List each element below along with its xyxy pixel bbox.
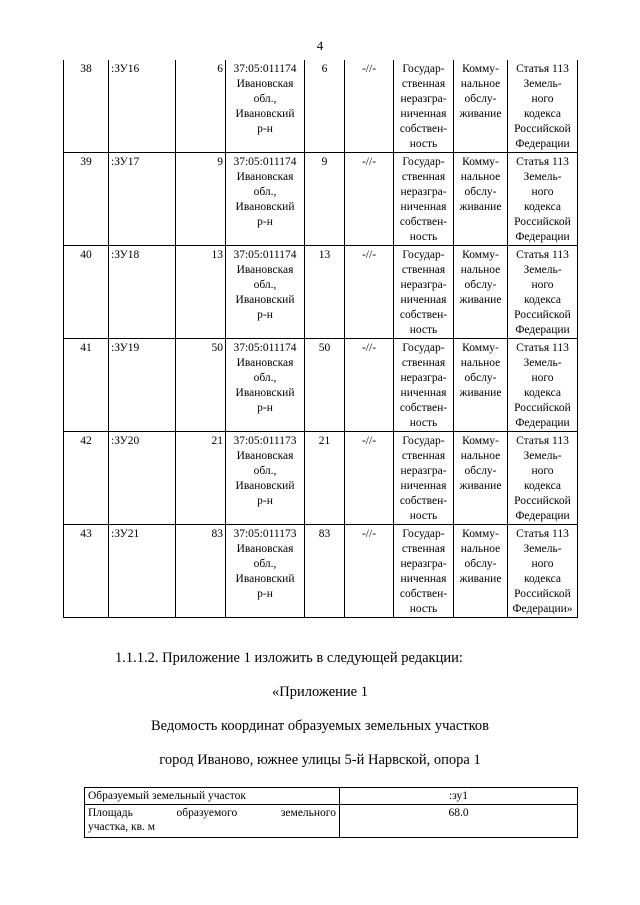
ownership-form-line: ственная [401, 450, 446, 462]
plot-designation: :ЗУ18 [109, 246, 176, 339]
legal-basis-line: Российской [514, 123, 571, 135]
plot-area: 50 [305, 339, 345, 432]
legal-basis-line: ного [531, 93, 554, 105]
cadastral-address-line: р-н [257, 588, 273, 600]
ownership-form-line: Государ- [402, 63, 445, 75]
ownership-form-line: неразгра- [400, 372, 447, 384]
cadastral-address-line: р-н [257, 402, 273, 414]
row-number: 43 [64, 525, 109, 618]
plot-area: 9 [305, 153, 345, 246]
permitted-use-line: Комму- [462, 249, 499, 261]
ownership-form-line: ственная [401, 78, 446, 90]
cadastral-address-line: р-н [257, 216, 273, 228]
legal-basis-line: Статья 113 [516, 435, 569, 447]
cadastral-address-line: Ивановская [236, 543, 294, 555]
table-row [64, 153, 578, 246]
plot-info-table [84, 787, 578, 838]
ownership-form [394, 525, 454, 618]
table-row [64, 60, 578, 153]
table-row [64, 246, 578, 339]
plot-row [85, 788, 578, 805]
plot-area: 83 [305, 525, 345, 618]
legal-basis [508, 339, 578, 432]
permitted-use [454, 60, 508, 153]
cadastral-address-line: 37:05:011173 [233, 435, 297, 447]
ownership-form-line: ственная [401, 357, 446, 369]
row-number: 39 [64, 153, 109, 246]
ownership-form-line: ниченная [400, 387, 447, 399]
paragraph-instruction: 1.1.1.2. Приложение 1 изложить в следующей редакции: [115, 650, 463, 666]
cadastral-address-line: обл., [253, 558, 277, 570]
permitted-use-line: нальное [460, 543, 501, 555]
cadastral-address-line: р-н [257, 123, 273, 135]
row-number: 41 [64, 339, 109, 432]
cadastral-address-line: обл., [253, 93, 277, 105]
legal-basis-line: Федерации» [512, 603, 573, 615]
ownership-form-line: неразгра- [400, 279, 447, 291]
cadastral-address-line: 37:05:011174 [233, 249, 297, 261]
area-value: 68.0 [340, 805, 578, 838]
legal-basis-line: Земель- [523, 450, 562, 462]
plot-point-count: 9 [176, 153, 226, 246]
legal-basis [508, 525, 578, 618]
legal-basis-line: Федерации [515, 138, 570, 150]
permitted-use [454, 525, 508, 618]
legal-basis-line: Российской [514, 309, 571, 321]
plot-designation: :ЗУ21 [109, 525, 176, 618]
legal-basis-line: кодекса [523, 480, 562, 492]
cadastral-address-line: Ивановская [236, 357, 294, 369]
legal-basis-line: Статья 113 [516, 528, 569, 540]
cadastral-address [226, 153, 305, 246]
cadastral-address-line: Ивановская [236, 450, 294, 462]
permitted-use [454, 246, 508, 339]
ownership-form-line: Государ- [402, 249, 445, 261]
area-row [85, 805, 578, 838]
legal-basis-line: Российской [514, 402, 571, 414]
ditto-mark: -//- [345, 525, 394, 618]
plot-designation: :ЗУ19 [109, 339, 176, 432]
cadastral-address-line: Ивановская [236, 78, 294, 90]
legal-basis-line: Земель- [523, 357, 562, 369]
permitted-use-line: обслу- [464, 186, 497, 198]
legal-basis-line: Российской [514, 495, 571, 507]
permitted-use-line: живание [459, 387, 502, 399]
permitted-use-line: нальное [460, 78, 501, 90]
permitted-use-line: Комму- [462, 342, 499, 354]
document-subtitle: Ведомость координат образуемых земельных участков [150, 718, 490, 734]
permitted-use-line: нальное [460, 357, 501, 369]
permitted-use-line: живание [459, 108, 502, 120]
legal-basis-line: Федерации [515, 417, 570, 429]
legal-basis [508, 432, 578, 525]
cadastral-address-line: Ивановский [235, 201, 295, 213]
legal-basis [508, 60, 578, 153]
ownership-form-line: Государ- [402, 156, 445, 168]
legal-basis-line: кодекса [523, 108, 562, 120]
permitted-use-line: Комму- [462, 528, 499, 540]
cadastral-address-line: 37:05:011173 [233, 528, 297, 540]
ownership-form-line: ность [409, 231, 438, 243]
permitted-use-line: живание [459, 573, 502, 585]
legal-basis-line: ного [531, 279, 554, 291]
row-number: 40 [64, 246, 109, 339]
row-number: 42 [64, 432, 109, 525]
legal-basis-line: Статья 113 [516, 342, 569, 354]
plot-point-count: 21 [176, 432, 226, 525]
legal-basis-line: Земель- [523, 171, 562, 183]
legal-basis-line: кодекса [523, 387, 562, 399]
ditto-mark: -//- [345, 246, 394, 339]
permitted-use-line: живание [459, 294, 502, 306]
plot-area: 21 [305, 432, 345, 525]
ownership-form [394, 432, 454, 525]
ownership-form-line: неразгра- [400, 186, 447, 198]
plot-area: 6 [305, 60, 345, 153]
page-number: 4 [316, 38, 324, 53]
cadastral-address [226, 246, 305, 339]
permitted-use-line: Комму- [462, 63, 499, 75]
cadastral-address-line: обл., [253, 465, 277, 477]
ownership-form-line: Государ- [402, 528, 445, 540]
ownership-form-line: собствен- [399, 588, 448, 600]
table-row [64, 339, 578, 432]
ownership-form-line: Государ- [402, 435, 445, 447]
plot-point-count: 83 [176, 525, 226, 618]
ownership-form-line: неразгра- [400, 93, 447, 105]
plot-point-count: 50 [176, 339, 226, 432]
ownership-form-line: ственная [401, 543, 446, 555]
legal-basis-line: кодекса [523, 573, 562, 585]
area-label [85, 805, 340, 838]
legal-basis-line: Федерации [515, 324, 570, 336]
cadastral-address-line: р-н [257, 309, 273, 321]
legal-basis [508, 153, 578, 246]
appendix-title: «Приложение 1 [272, 684, 368, 700]
table-row [64, 432, 578, 525]
permitted-use-line: обслу- [464, 279, 497, 291]
permitted-use-line: обслу- [464, 465, 497, 477]
ownership-form-line: неразгра- [400, 558, 447, 570]
legal-basis-line: Российской [514, 216, 571, 228]
legal-basis-line: Федерации [515, 510, 570, 522]
permitted-use [454, 153, 508, 246]
cadastral-address-line: Ивановская [236, 171, 294, 183]
permitted-use-line: обслу- [464, 558, 497, 570]
plot-point-count: 6 [176, 60, 226, 153]
area-label-line2: участка, кв. м [88, 821, 156, 833]
plot-label: Образуемый земельный участок [85, 788, 340, 805]
plot-area: 13 [305, 246, 345, 339]
legal-basis-line: Российской [514, 588, 571, 600]
ownership-form-line: ниченная [400, 573, 447, 585]
cadastral-address [226, 525, 305, 618]
ditto-mark: -//- [345, 60, 394, 153]
ownership-form-line: ность [409, 417, 438, 429]
cadastral-address-line: Ивановский [235, 294, 295, 306]
permitted-use-line: Комму- [462, 156, 499, 168]
ownership-form-line: собствен- [399, 495, 448, 507]
legal-basis-line: Статья 113 [516, 63, 569, 75]
cadastral-address-line: р-н [257, 495, 273, 507]
ownership-form [394, 60, 454, 153]
plot-value: :зу1 [340, 788, 578, 805]
cadastral-address-line: Ивановский [235, 108, 295, 120]
ownership-form-line: ственная [401, 264, 446, 276]
cadastral-address-line: Ивановский [235, 387, 295, 399]
ownership-form-line: неразгра- [400, 465, 447, 477]
cadastral-address-line: Ивановский [235, 480, 295, 492]
ownership-form [394, 153, 454, 246]
ditto-mark: -//- [345, 339, 394, 432]
ownership-form-line: ниченная [400, 108, 447, 120]
legal-basis-line: ного [531, 558, 554, 570]
legal-basis-line: кодекса [523, 294, 562, 306]
cadastral-address [226, 339, 305, 432]
permitted-use-line: обслу- [464, 372, 497, 384]
ownership-form-line: ниченная [400, 480, 447, 492]
cadastral-address-line: обл., [253, 372, 277, 384]
ownership-form-line: ность [409, 603, 438, 615]
cadastral-address-line: обл., [253, 186, 277, 198]
permitted-use-line: нальное [460, 171, 501, 183]
ditto-mark: -//- [345, 432, 394, 525]
plot-designation: :ЗУ20 [109, 432, 176, 525]
table-body [64, 60, 578, 618]
legal-basis-line: Федерации [515, 231, 570, 243]
permitted-use-line: нальное [460, 264, 501, 276]
location-line: город Иваново, южнее улицы 5-й Нарвской, опора 1 [159, 752, 481, 768]
permitted-use [454, 339, 508, 432]
permitted-use-line: живание [459, 480, 502, 492]
permitted-use [454, 432, 508, 525]
legal-basis-line: Земель- [523, 264, 562, 276]
legal-basis-line: кодекса [523, 201, 562, 213]
permitted-use-line: Комму- [462, 435, 499, 447]
ownership-form-line: собствен- [399, 123, 448, 135]
legal-basis-line: Статья 113 [516, 249, 569, 261]
ownership-form-line: собствен- [399, 216, 448, 228]
cadastral-address [226, 432, 305, 525]
ownership-form-line: ность [409, 510, 438, 522]
land-plots-table [63, 60, 578, 618]
ownership-form [394, 339, 454, 432]
legal-basis-line: ного [531, 372, 554, 384]
ownership-form-line: ниченная [400, 201, 447, 213]
ownership-form-line: ниченная [400, 294, 447, 306]
plot-designation: :ЗУ16 [109, 60, 176, 153]
legal-basis-line: Статья 113 [516, 156, 569, 168]
cadastral-address-line: Ивановская [236, 264, 294, 276]
ditto-mark: -//- [345, 153, 394, 246]
area-label-line1: Площадь образуемого земельного [88, 807, 336, 819]
ownership-form-line: собствен- [399, 402, 448, 414]
cadastral-address [226, 60, 305, 153]
legal-basis-line: ного [531, 186, 554, 198]
cadastral-address-line: обл., [253, 279, 277, 291]
ownership-form-line: собствен- [399, 309, 448, 321]
permitted-use-line: живание [459, 201, 502, 213]
legal-basis-line: Земель- [523, 543, 562, 555]
ownership-form-line: ность [409, 138, 438, 150]
ownership-form-line: ность [409, 324, 438, 336]
cadastral-address-line: 37:05:011174 [233, 63, 297, 75]
ownership-form [394, 246, 454, 339]
legal-basis-line: ного [531, 465, 554, 477]
cadastral-address-line: 37:05:011174 [233, 342, 297, 354]
row-number: 38 [64, 60, 109, 153]
legal-basis [508, 246, 578, 339]
ownership-form-line: Государ- [402, 342, 445, 354]
legal-basis-line: Земель- [523, 78, 562, 90]
permitted-use-line: обслу- [464, 93, 497, 105]
permitted-use-line: нальное [460, 450, 501, 462]
cadastral-address-line: 37:05:011174 [233, 156, 297, 168]
cadastral-address-line: Ивановский [235, 573, 295, 585]
plot-point-count: 13 [176, 246, 226, 339]
table-row [64, 525, 578, 618]
plot-designation: :ЗУ17 [109, 153, 176, 246]
ownership-form-line: ственная [401, 171, 446, 183]
